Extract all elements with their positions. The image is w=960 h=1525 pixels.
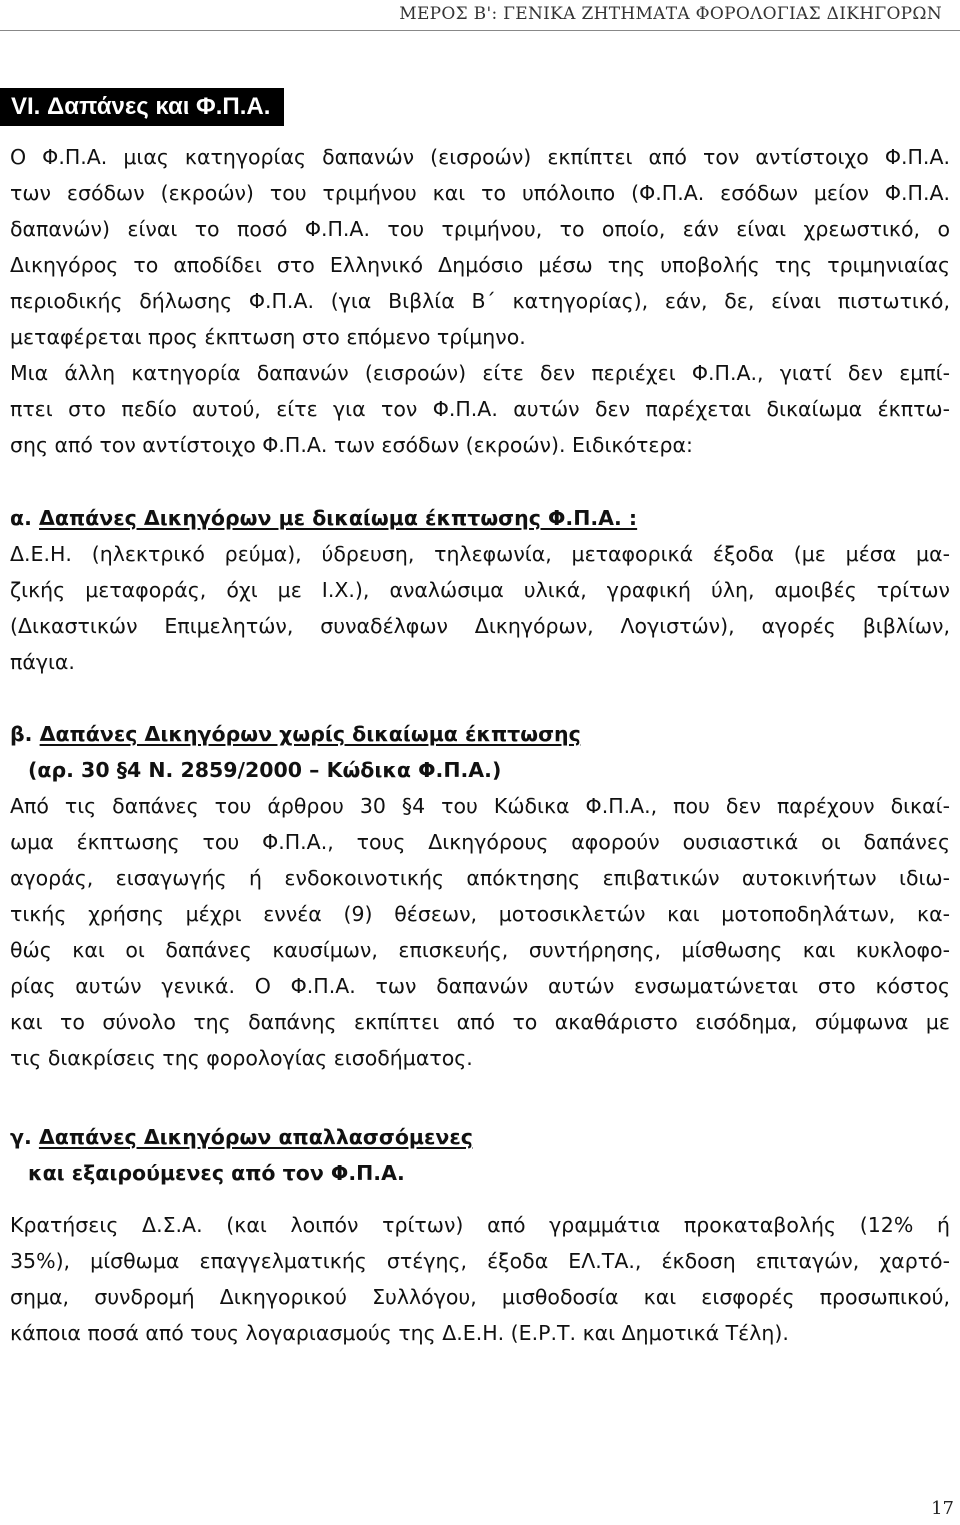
subsection-b-line: τικής χρήσης μέχρι εννέα (9) θέσεων, μοτοσικλετών και μοτοποδηλάτων, κα- (10, 902, 950, 926)
intro-line: περιοδικής δήλωσης Φ.Π.Α. (για Βιβλία Β΄ κατηγορίας), εάν, δε, είναι πιστωτικό, (10, 289, 950, 313)
subsection-a-marker: α. (10, 506, 32, 530)
intro-line: Μια άλλη κατηγορία δαπανών (εισροών) είτε δεν περιέχει Φ.Π.Α., γιατί δεν εμπί- (10, 361, 950, 385)
subsection-c-line: 35%), μίσθωμα επαγγελματικής στέγης, έξοδα ΕΛ.ΤΑ., έκδοση επιταγών, χαρτό- (10, 1249, 950, 1273)
subsection-a-heading (10, 503, 950, 533)
intro-line: μεταφέρεται προς έκπτωση στο επόμενο τρίμηνο. (10, 325, 526, 349)
subsection-c-title: Δαπάνες Δικηγόρων απαλλασσόμενες (38, 1125, 473, 1149)
intro-line: δαπανών) είναι το ποσό Φ.Π.Α. του τριμήνου, το οποίο, εάν είναι χρεωστικό, ο (10, 217, 950, 241)
page-number: 17 (931, 1498, 954, 1519)
subsection-a-line: πάγια. (10, 650, 75, 674)
subsection-b-law-reference: (αρ. 30 §4 Ν. 2859/2000 – Κώδικα Φ.Π.Α.) (28, 758, 502, 782)
subsection-b-line: τις διακρίσεις της φορολογίας εισοδήματος. (10, 1046, 473, 1070)
subsection-c-line: σημα, συνδρομή Δικηγορικού Συλλόγου, μισθοδοσία και εισφορές προσωπικού, (10, 1285, 950, 1309)
subsection-c-line: κάποια ποσά από τους λογαριασμούς της Δ.Ε.Η. (Ε.Ρ.Τ. και Δημοτικά Τέλη). (10, 1321, 789, 1345)
header-rule (0, 30, 960, 31)
subsection-c-heading (10, 1122, 950, 1152)
intro-line: των εσόδων (εκροών) του τριμήνου και το υπόλοιπο (Φ.Π.Α. εσόδων μείον Φ.Π.Α. (10, 181, 950, 205)
subsection-b-line: θώς και οι δαπάνες καυσίμων, επισκευής, συντήρησης, μίσθωσης και κυκλοφο- (10, 938, 950, 962)
subsection-c-marker: γ. (10, 1125, 32, 1149)
subsection-c-title-continued: και εξαιρούμενες από τον Φ.Π.Α. (28, 1161, 405, 1185)
intro-line: πτει στο πεδίο αυτού, είτε για τον Φ.Π.Α. αυτών δεν παρέχεται δικαίωμα έκπτω- (10, 397, 950, 421)
section-heading: VI. Δαπάνες και Φ.Π.Α. (0, 88, 284, 126)
intro-line: σης από τον αντίστοιχο Φ.Π.Α. των εσόδων (εκροών). Ειδικότερα: (10, 433, 693, 457)
subsection-a-line: ζικής μεταφοράς, όχι με Ι.Χ.), αναλώσιμα υλικά, γραφική ύλη, αμοιβές τρίτων (10, 578, 950, 602)
intro-line: Ο Φ.Π.Α. μιας κατηγορίας δαπανών (εισροών) εκπίπτει από τον αντίστοιχο Φ.Π.Α. (10, 145, 950, 169)
subsection-b-marker: β. (10, 722, 33, 746)
intro-line: Δικηγόρος το αποδίδει στο Ελληνικό Δημόσιο μέσω της υποβολής της τριμηνιαίας (10, 253, 950, 277)
subsection-a-line: Δ.Ε.Η. (ηλεκτρικό ρεύμα), ύδρευση, τηλεφωνία, μεταφορικά έξοδα (με μέσα μα- (10, 542, 950, 566)
subsection-b-line: ωμα έκπτωσης του Φ.Π.Α., τους Δικηγόρους αφορούν ουσιαστικά οι δαπάνες (10, 830, 950, 854)
subsection-b-heading (10, 719, 950, 749)
subsection-a-title: Δαπάνες Δικηγόρων με δικαίωμα έκπτωσης Φ.Π.Α. : (39, 506, 638, 530)
running-header: ΜΕΡΟΣ Β': ΓΕΝΙΚΑ ΖΗΤΗΜΑΤΑ ΦΟΡΟΛΟΓΙΑΣ ΔΙΚΗΓΟΡΩΝ (399, 4, 942, 24)
subsection-b-title: Δαπάνες Δικηγόρων χωρίς δικαίωμα έκπτωσης (39, 722, 581, 746)
subsection-b-line: ρίας αυτών γενικά. Ο Φ.Π.Α. των δαπανών αυτών ενσωματώνεται στο κόστος (10, 974, 950, 998)
subsection-b-line: Από τις δαπάνες του άρθρου 30 §4 του Κώδικα Φ.Π.Α., που δεν παρέχουν δικαί- (10, 794, 950, 818)
subsection-a-line: (Δικαστικών Επιμελητών, συναδέλφων Δικηγόρων, Λογιστών), αγορές βιβλίων, (10, 614, 950, 638)
subsection-b-line: και το σύνολο της δαπάνης εκπίπτει από το ακαθάριστο εισόδημα, σύμφωνα με (10, 1010, 950, 1034)
subsection-b-line: αγοράς, εισαγωγής ή ενδοκοινοτικής απόκτησης επιβατικών αυτοκινήτων ιδιω- (10, 866, 950, 890)
subsection-c-line: Κρατήσεις Δ.Σ.Α. (και λοιπόν τρίτων) από γραμμάτια προκαταβολής (12% ή (10, 1213, 950, 1237)
